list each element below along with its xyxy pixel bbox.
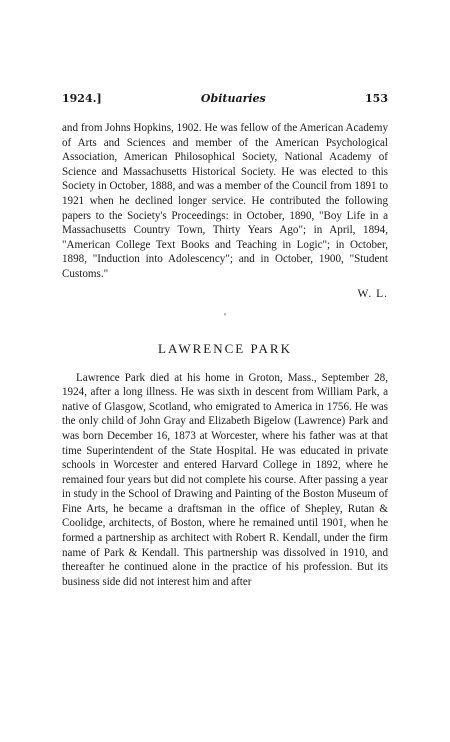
section-divider: ' xyxy=(223,312,227,323)
page-number: 153 xyxy=(365,92,388,105)
obituary-paragraph-continued: and from Johns Hopkins, 1902. He was fellow of the American Academy of Arts and Sciences and member of the American Psychological Association, American Philosophical Society, National Academy of Science and Massachusetts Historical Society. He was elected to this Society in October, 1888, and was a member of the Council from 1891 to 1921 when he declined longer service. He contributed the following papers to the Society's Proceedings: in October, 1890, "Boy Life in a Massachusetts Country Town, Thirty Years Ago"; in April, 1894, "American College Text Books and Teaching in Logic"; in October, 1898, "Induction into Adolescency"; and in October, 1900, "Student Customs." xyxy=(62,122,388,280)
header-year: 1924.] xyxy=(62,92,102,105)
obituary-title: LAWRENCE PARK xyxy=(158,340,292,356)
header-section-title: Obituaries xyxy=(200,92,266,105)
document-page xyxy=(62,92,388,589)
author-signature: W. L. xyxy=(357,287,388,300)
obituary-paragraph: Lawrence Park died at his home in Groton, Mass., September 28, 1924, after a long illness. He was sixth in descent from William Park, a native of Glasgow, Scotland, who emigrated to America in 1756. He was the only child of John Gray and Elizabeth Bigelow (Lawrence) Park and was born December 16, 1873 at Worcester, where his father was at that time Superintendent of the State Hospital. He was educated in private schools in Worcester and entered Harvard College in 1892, where he remained four years but did not complete his course. After passing a year in study in the School of Drawing and Painting of the Boston Museum of Fine Arts, he became a draftsman in the office of Shepley, Rutan & Coolidge, architects, of Boston, where he remained until 1901, when he formed a partnership as architect with Robert R. Kendall, under the firm name of Park & Kendall. This partnership was dissolved in 1910, and thereafter he continued alone in the practice of his profession. But its business side did not interest him and after xyxy=(62,371,388,588)
running-header xyxy=(62,92,388,105)
